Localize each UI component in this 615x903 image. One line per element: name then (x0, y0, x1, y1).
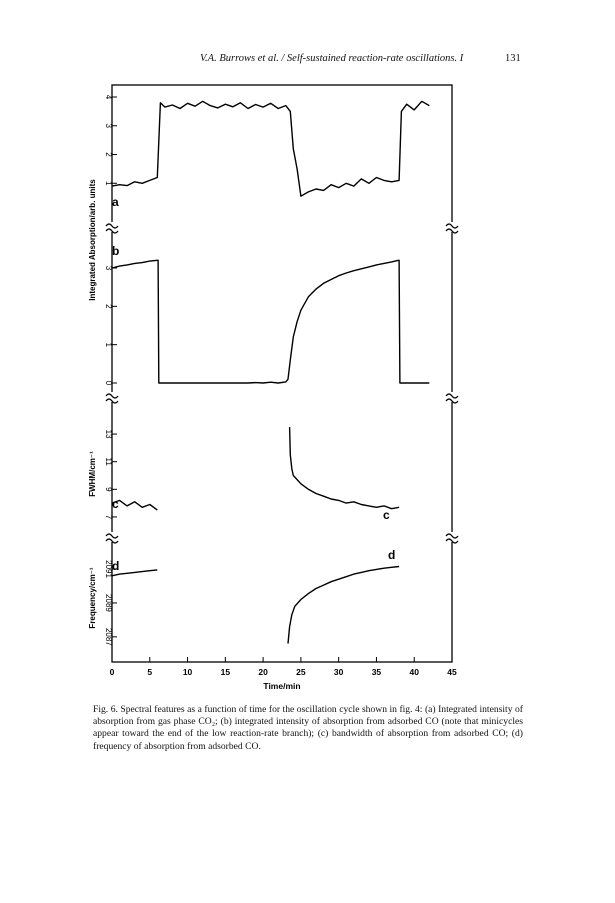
y-axis-title-3: Frequency/cm⁻¹ (88, 567, 97, 629)
series-c-line (112, 427, 399, 510)
series-label-c: c (383, 508, 390, 522)
x-tick-label: 35 (371, 667, 382, 677)
x-tick-label: 10 (182, 667, 193, 677)
series-label-a: a (112, 195, 119, 209)
x-tick-label: 25 (296, 667, 306, 677)
y-tick-label-a: 4 (104, 94, 113, 100)
running-head: V.A. Burrows et al. / Self-sustained reaction-rate oscillations. I (200, 53, 464, 64)
y-axis-title-2: FWHM/cm⁻¹ (88, 451, 97, 497)
x-tick-label: 15 (220, 667, 231, 677)
y-tick-label-a: 3 (104, 123, 113, 128)
x-tick-label: 20 (258, 667, 268, 677)
x-axis-title: Time/min (263, 681, 301, 691)
figure-caption: Fig. 6. Spectral features as a function of time for the oscillation cycle shown in fig. 4: (a) Integrated intensity of absorption from gas phase CO₂; (b) integrated intensity of absorption from adsorbed CO (note that minicycles appear toward the end of the low reaction-rate branch); (c) bandwidth of absorption from adsorbed CO; (d) frequency of absorption from adsorbed CO. (93, 704, 523, 752)
y-tick-label-d: 2089 (104, 594, 113, 612)
x-tick-label: 0 (109, 667, 115, 677)
series-label-d: d (388, 548, 396, 562)
series-label-b: b (112, 244, 120, 258)
x-tick-label: 45 (447, 667, 457, 677)
y-tick-label-c: 11 (104, 457, 113, 466)
y-tick-label-b: 3 (104, 265, 113, 271)
y-tick-label-a: 2 (104, 152, 113, 157)
y-tick-label-d: 2087 (104, 627, 113, 646)
y-tick-label-c: 7 (104, 514, 113, 520)
page-number: 131 (505, 53, 521, 64)
y-tick-label-a: 1 (104, 181, 113, 186)
y-tick-label-b: 2 (104, 304, 113, 309)
y-tick-label-d: 2091 (104, 560, 113, 578)
x-tick-label: 40 (409, 667, 419, 677)
series-d-line (112, 567, 399, 644)
y-tick-label-c: 9 (104, 487, 113, 492)
y-tick-label-c: 13 (104, 429, 113, 439)
series-label-c: c (112, 497, 119, 511)
plot-frame (112, 85, 452, 662)
series-b-line (112, 260, 429, 383)
series-a-line (112, 101, 429, 196)
y-axis-title-1: Integrated Absorption/arb. units (88, 179, 97, 301)
x-tick-label: 30 (333, 667, 344, 677)
series-label-d: d (112, 559, 120, 573)
y-tick-label-b: 1 (104, 342, 113, 347)
x-tick-label: 5 (147, 667, 153, 677)
y-tick-label-b: 0 (104, 380, 113, 386)
